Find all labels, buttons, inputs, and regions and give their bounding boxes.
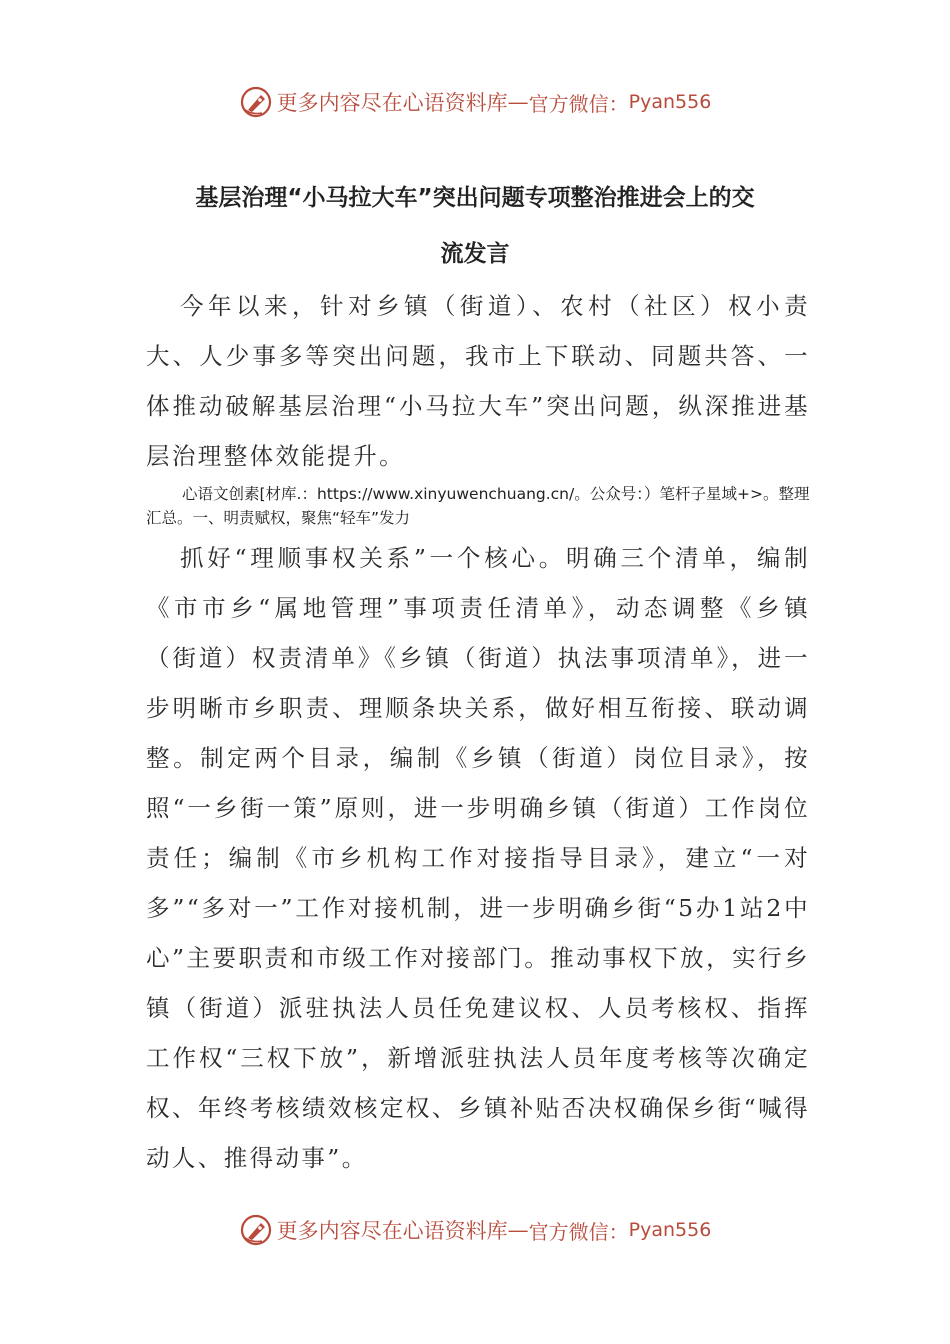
title-line-2: 流发言 bbox=[440, 241, 510, 267]
footer-banner bbox=[0, 1208, 950, 1252]
pen-nib-logo-icon bbox=[239, 1213, 273, 1247]
header-banner bbox=[0, 80, 950, 124]
banner-dash: — bbox=[507, 1218, 529, 1242]
banner-wechat-label: 官方微信： bbox=[528, 91, 629, 116]
paragraph-core: 抓好“理顺事权关系”一个核心。明确三个清单，编制《市市乡“属地管理”事项责任清单》，动态调整《乡镇（街道）权责清单》《乡镇（街道）执法事项清单》，进一步明晰市乡职责、理顺条块关系，做好相互衔接、联动调整。制定两个目录，编制《乡镇（街道）岗位目录》，按照“一乡街一策”原则，进一步明确乡镇（街道）工作岗位责任；编制《市乡机构工作对接指导目录》，建立“一对多”“多对一”工作对接机制，进一步明确乡街“5办1站2中心”主要职责和市级工作对接部门。推动事权下放，实行乡镇（街道）派驻执法人员任免建议权、人员考核权、指挥工作权“三权下放”，新增派驻执法人员年度考核等次确定权、年终考核绩效核定权、乡镇补贴否决权确保乡街“喊得动人、推得动事”。 bbox=[146, 544, 810, 1172]
banner-wechat-id: Pyan556 bbox=[628, 91, 712, 113]
banner-wechat-label: 官方微信： bbox=[528, 1219, 629, 1244]
title-line-1: 基层治理“小马拉大车”突出问题专项整治推进会上的交 bbox=[195, 185, 755, 211]
banner-dash: — bbox=[507, 90, 529, 114]
document-title bbox=[140, 170, 810, 282]
source-note: 心语文创素[材库.：https://www.xinyuwenchuang.cn/。公众号：）笔杆子星域+>。整理汇总。一、明责赋权，聚焦“轻车”发力 bbox=[146, 485, 810, 527]
banner-wechat-id: Pyan556 bbox=[628, 1219, 712, 1241]
banner-text: 更多内容尽在心语资料库 bbox=[276, 91, 508, 115]
banner-text: 更多内容尽在心语资料库 bbox=[276, 1219, 508, 1243]
pen-nib-logo-icon bbox=[239, 85, 273, 119]
paragraph-intro: 今年以来，针对乡镇（街道）、农村（社区）权小责大、人少事多等突出问题，我市上下联动、同题共答、一体推动破解基层治理“小马拉大车”突出问题，纵深推进基层治理整体效能提升。 bbox=[146, 292, 810, 470]
